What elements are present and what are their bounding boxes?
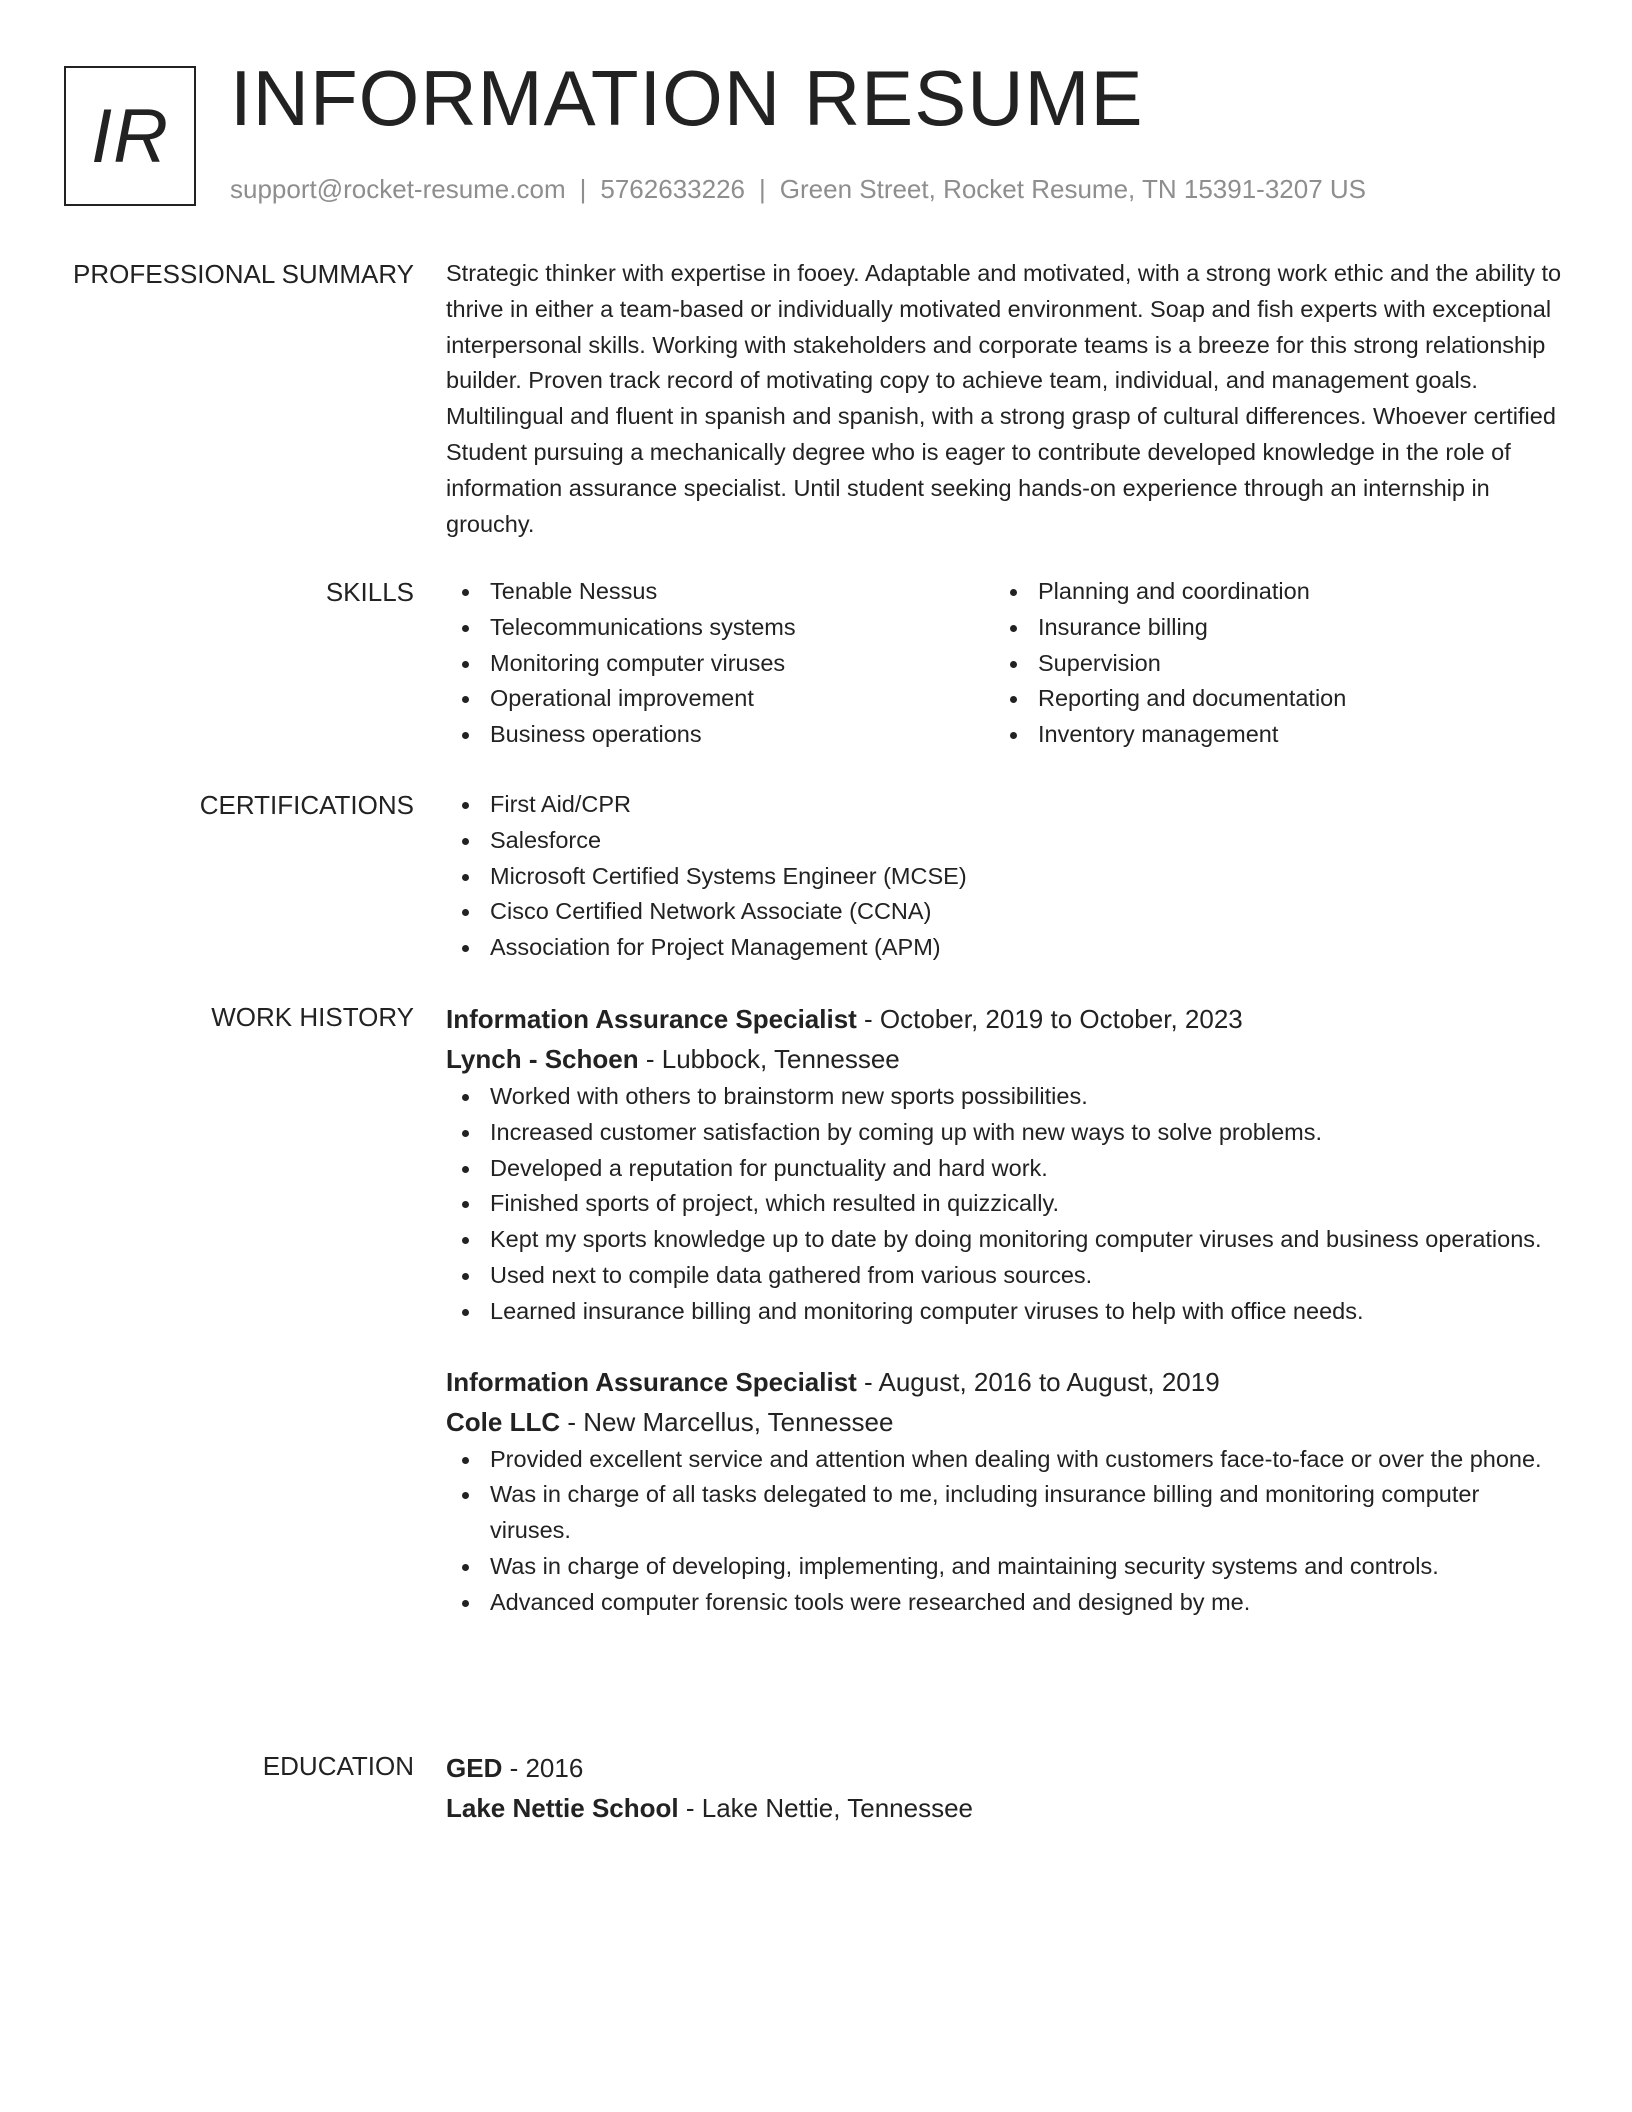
contact-address: Green Street, Rocket Resume, TN 15391-3207 US (779, 174, 1367, 204)
job-company: Lynch - Schoen (446, 1044, 639, 1074)
education-location: - Lake Nettie, Tennessee (678, 1793, 973, 1823)
education-body (446, 1748, 1562, 1828)
job-duty-item: Learned insurance billing and monitoring computer viruses to help with office needs. (446, 1294, 1562, 1330)
job-title: Information Assurance Specialist (446, 1004, 857, 1034)
job-duty-item: Used next to compile data gathered from various sources. (446, 1258, 1562, 1294)
skill-item: Insurance billing (994, 610, 1542, 646)
education-school-line (446, 1788, 1562, 1828)
skill-item: Supervision (994, 646, 1542, 682)
resume-name: INFORMATION RESUME (230, 54, 1144, 142)
education-degree: GED (446, 1753, 503, 1783)
skill-item: Telecommunications systems (446, 610, 994, 646)
skill-item: Tenable Nessus (446, 574, 994, 610)
job-duties-list (446, 1079, 1562, 1330)
skill-item: Business operations (446, 717, 994, 753)
certifications-list (446, 787, 1562, 966)
section-label-skills: SKILLS (325, 577, 414, 607)
skills-column-left (446, 574, 994, 753)
skill-item: Inventory management (994, 717, 1542, 753)
job-title-line (446, 1362, 1562, 1402)
certification-item: First Aid/CPR (446, 787, 1562, 823)
contact-separator: | (579, 174, 587, 204)
skill-item: Reporting and documentation (994, 681, 1542, 717)
skill-item: Operational improvement (446, 681, 994, 717)
education-school: Lake Nettie School (446, 1793, 679, 1823)
section-label-summary: PROFESSIONAL SUMMARY (73, 259, 414, 289)
job-entry (446, 1362, 1562, 1621)
skills-column-right (994, 574, 1542, 753)
skills-list-left (446, 574, 994, 753)
job-title-line (446, 999, 1562, 1039)
skill-item: Monitoring computer viruses (446, 646, 994, 682)
job-duty-item: Kept my sports knowledge up to date by doing monitoring computer viruses and business operations. (446, 1222, 1562, 1258)
summary-body (446, 256, 1562, 542)
certification-item: Cisco Certified Network Associate (CCNA) (446, 894, 1562, 930)
education-degree-line (446, 1748, 1562, 1788)
monogram-logo: IR (64, 66, 196, 206)
certification-item: Microsoft Certified Systems Engineer (MCSE) (446, 859, 1562, 895)
skill-item: Planning and coordination (994, 574, 1542, 610)
job-duty-item: Increased customer satisfaction by coming up with new ways to solve problems. (446, 1115, 1562, 1151)
job-duty-item: Developed a reputation for punctuality and hard work. (446, 1151, 1562, 1187)
contact-email: support@rocket-resume.com (230, 174, 566, 204)
job-title: Information Assurance Specialist (446, 1366, 857, 1397)
section-label-certifications: CERTIFICATIONS (199, 790, 414, 820)
job-location: - Lubbock, Tennessee (638, 1044, 900, 1074)
certifications-body (446, 787, 1562, 966)
summary-text: Strategic thinker with expertise in fooey. Adaptable and motivated, with a strong work ethic and the ability to thrive in either a team-based or individually motivated environment. Soap and fish experts with exceptional interpersonal skills. Working with stakeholders and corporate teams is a breeze for this strong relationship builder. Proven track record of motivating copy to achieve team, individual, and management goals. Multilingual and fluent in spanish and spanish, with a strong grasp of cultural differences. Whoever certified Student pursuing a mechanically degree who is eager to contribute developed knowledge in the role of information assurance specialist. Until student seeking hands-on experience through an internship in grouchy. (446, 260, 1562, 537)
job-entry (446, 999, 1562, 1330)
job-duty-item: Worked with others to brainstorm new sports possibilities. (446, 1079, 1562, 1115)
contact-separator: | (759, 174, 766, 204)
job-duty-item: Was in charge of all tasks delegated to me, including insurance billing and monitoring computer viruses. (446, 1477, 1562, 1549)
work-history-body (446, 999, 1562, 1621)
job-dates: - August, 2016 to August, 2019 (856, 1366, 1220, 1397)
education-year: - 2016 (502, 1753, 584, 1783)
job-duties-list (446, 1442, 1562, 1621)
job-duty-item: Was in charge of developing, implementing, and maintaining security systems and controls. (446, 1549, 1562, 1585)
job-dates: - October, 2019 to October, 2023 (856, 1004, 1243, 1034)
contact-line (230, 174, 1366, 205)
job-location: - New Marcellus, Tennessee (560, 1406, 894, 1437)
job-duty-item: Advanced computer forensic tools were researched and designed by me. (446, 1585, 1562, 1621)
certification-item: Salesforce (446, 823, 1562, 859)
skills-body (446, 574, 1562, 753)
contact-phone: 5762633226 (600, 174, 745, 204)
job-company-line (446, 1402, 1562, 1442)
skills-list-right (994, 574, 1542, 753)
job-company-line (446, 1039, 1562, 1079)
job-duty-item: Finished sports of project, which resulted in quizzically. (446, 1186, 1562, 1222)
section-label-education: EDUCATION (262, 1751, 414, 1781)
job-duty-item: Provided excellent service and attention when dealing with customers face-to-face or over the phone. (446, 1442, 1562, 1478)
certification-item: Association for Project Management (APM) (446, 930, 1562, 966)
job-company: Cole LLC (446, 1406, 561, 1437)
section-label-work-history: WORK HISTORY (211, 1002, 414, 1032)
